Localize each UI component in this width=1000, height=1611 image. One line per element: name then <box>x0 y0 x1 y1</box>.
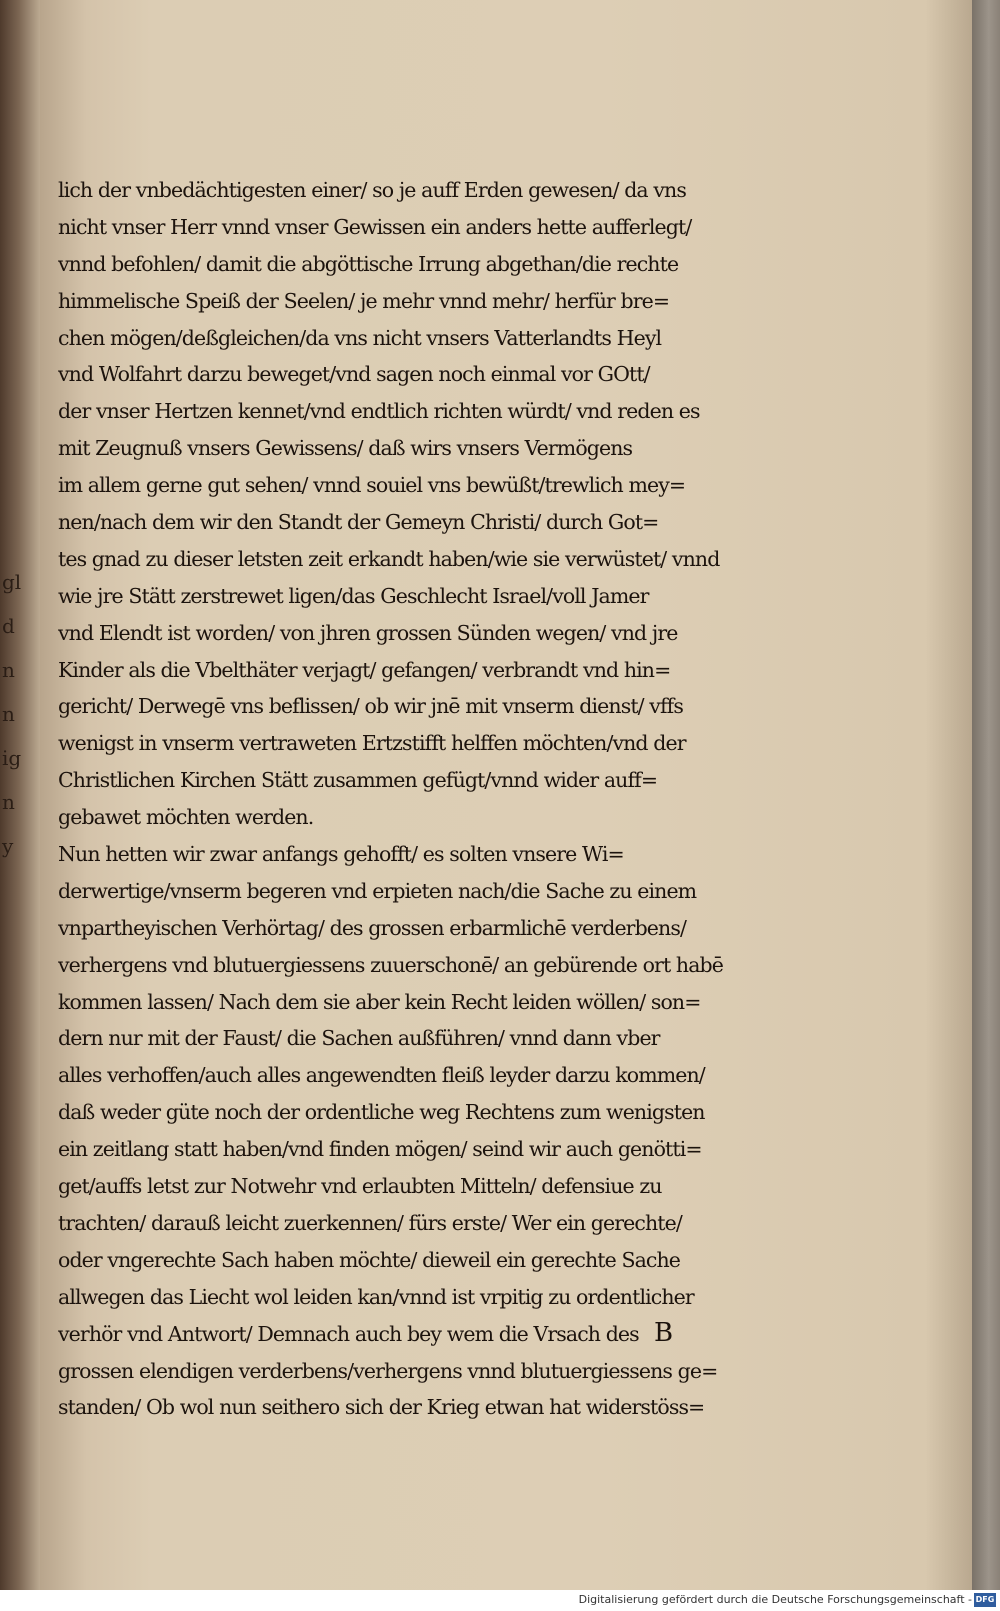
text-line: vnd Elendt ist worden/ von jhren grossen Sünden wegen/ vnd jre <box>58 620 678 645</box>
footer-bar <box>0 1590 1000 1611</box>
text-line: standen/ Ob wol nun seithero sich der Krieg etwan hat widerstöss= <box>58 1395 705 1420</box>
text-line: nicht vnser Herr vnnd vnser Gewissen ein anders hette aufferlegt/ <box>58 214 692 239</box>
text-line: wenigst in vnserm vertraweten Ertzstifft helffen möchten/vnd der <box>58 731 686 756</box>
text-line: verhör vnd Antwort/ Demnach auch bey wem die Vrsach des <box>58 1321 639 1346</box>
spine-fragment: y <box>2 834 14 858</box>
text-line: der vnser Hertzen kennet/vnd endtlich richten würdt/ vnd reden es <box>58 399 700 424</box>
text-line: daß weder güte noch der ordentliche weg Rechtens zum wenigsten <box>58 1100 705 1125</box>
spine-fragment-letters <box>2 560 42 868</box>
text-line: grossen elendigen verderbens/verhergens vnnd blutuergiessens ge= <box>58 1358 718 1383</box>
page-edge <box>972 0 1000 1590</box>
footer-credit: Digitalisierung gefördert durch die Deutsche Forschungsgemeinschaft - <box>578 1593 972 1606</box>
text-line: nen/nach dem wir den Standt der Gemeyn Christi/ durch Got= <box>58 510 659 535</box>
dfg-logo: DFG <box>974 1593 996 1607</box>
spine-fragment: ig <box>2 746 22 770</box>
text-line: chen mögen/deßgleichen/da vns nicht vnsers Vatterlandts Heyl <box>58 325 662 350</box>
text-line: Kinder als die Vbelthäter verjagt/ gefangen/ verbrandt vnd hin= <box>58 657 671 682</box>
text-line: gebawet möchten werden. <box>58 805 314 830</box>
spine-fragment: gl <box>2 570 22 594</box>
text-line: vnpartheyischen Verhörtag/ des grossen erbarmlichē verderbens/ <box>58 915 686 940</box>
text-line: vnd Wolfahrt darzu beweget/vnd sagen noch einmal vor GOtt/ <box>58 362 650 387</box>
page-text-block <box>58 172 758 1426</box>
text-line: oder vngerechte Sach haben möchte/ dieweil ein gerechte Sache <box>58 1247 681 1272</box>
text-line: Christlichen Kirchen Stätt zusammen gefügt/vnnd wider auff= <box>58 768 658 793</box>
text-line: verhergens vnd blutuergiessens zuuerschonē/ an gebürende ort habē <box>58 952 723 977</box>
book-page <box>40 0 972 1590</box>
text-line: lich der vnbedächtigesten einer/ so je auff Erden gewesen/ da vns <box>58 178 686 202</box>
text-line: kommen lassen/ Nach dem sie aber kein Recht leiden wöllen/ son= <box>58 989 701 1014</box>
text-line: himmelische Speiß der Seelen/ je mehr vnnd mehr/ herfür bre= <box>58 288 670 313</box>
spine-fragment: n <box>2 658 15 682</box>
text-line: mit Zeugnuß vnsers Gewissens/ daß wirs vnsers Vermögens <box>58 436 633 461</box>
spine-fragment: d <box>2 614 15 638</box>
text-line: tes gnad zu dieser letsten zeit erkandt haben/wie sie verwüstet/ vnnd <box>58 546 720 571</box>
text-line: ein zeitlang statt haben/vnd finden mögen/ seind wir auch genötti= <box>58 1137 702 1162</box>
text-line: im allem gerne gut sehen/ vnnd souiel vns bewüßt/trewlich mey= <box>58 473 686 498</box>
text-line: dern nur mit der Faust/ die Sachen außführen/ vnnd dann vber <box>58 1026 660 1051</box>
text-line: alles verhoffen/auch alles angewendten fleiß leyder darzu kommen/ <box>58 1063 705 1088</box>
text-line: trachten/ darauß leicht zuerkennen/ fürs erste/ Wer ein gerechte/ <box>58 1210 682 1235</box>
text-line: Nun hetten wir zwar anfangs gehofft/ es solten vnsere Wi= <box>58 842 624 867</box>
text-line: wie jre Stätt zerstrewet ligen/das Geschlecht Israel/voll Jamer <box>58 583 649 608</box>
spine-fragment: n <box>2 790 15 814</box>
text-line: allwegen das Liecht wol leiden kan/vnnd ist vrpitig zu ordentlicher <box>58 1284 694 1309</box>
text-line: derwertige/vnserm begeren vnd erpieten nach/die Sache zu einem <box>58 878 697 903</box>
text-line: vnnd befohlen/ damit die abgöttische Irrung abgethan/die rechte <box>58 251 679 276</box>
spine-fragment: n <box>2 702 15 726</box>
text-line: gericht/ Derwegē vns beflissen/ ob wir jnē mit vnserm dienst/ vffs <box>58 694 683 719</box>
catchword: B <box>654 1318 674 1348</box>
text-line: get/auffs letst zur Notwehr vnd erlaubten Mitteln/ defensiue zu <box>58 1174 662 1199</box>
